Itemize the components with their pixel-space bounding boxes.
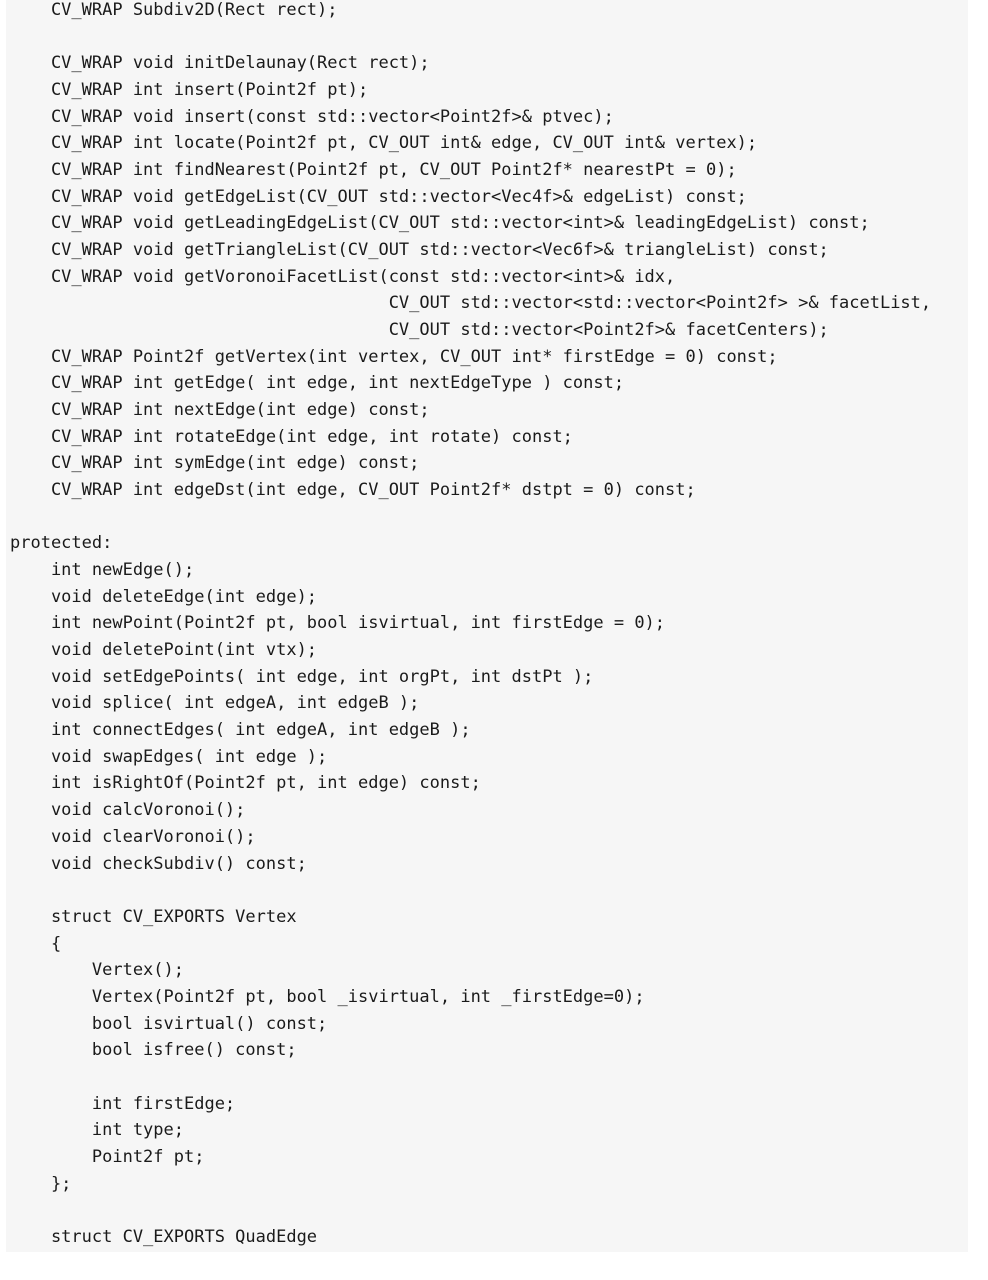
code-line: void setEdgePoints( int edge, int orgPt, int dstPt ); [10,666,594,687]
code-line [10,877,931,904]
code-line: }; [10,1173,72,1194]
code-line: CV_WRAP int getEdge( int edge, int nextEdgeType ) const; [10,373,625,394]
code-line: int newPoint(Point2f pt, bool isvirtual, int firstEdge = 0); [10,613,666,634]
code-line: struct CV_EXPORTS QuadEdge [10,1226,318,1247]
code-line: CV_WRAP Subdiv2D(Rect rect); [10,0,338,20]
code-line: CV_WRAP void getTriangleList(CV_OUT std::vector<Vec6f>& triangleList) const; [10,240,829,261]
code-line: CV_WRAP int edgeDst(int edge, CV_OUT Point2f* dstpt = 0) const; [10,480,696,501]
code-line: Vertex(Point2f pt, bool _isvirtual, int _firstEdge=0); [10,986,645,1007]
code-line: void deletePoint(int vtx); [10,640,318,661]
code-line: int newEdge(); [10,560,195,581]
code-line [10,24,931,51]
code-line: CV_WRAP void getVoronoiFacetList(const std::vector<int>& idx, [10,266,676,287]
code-line: void clearVoronoi(); [10,826,256,847]
code-line: CV_WRAP Point2f getVertex(int vertex, CV_OUT int* firstEdge = 0) const; [10,346,778,367]
code-line [10,1064,931,1091]
code-line: CV_WRAP int rotateEdge(int edge, int rotate) const; [10,426,573,447]
code-line: Point2f pt; [10,1146,205,1167]
code-line: int isRightOf(Point2f pt, int edge) const; [10,773,481,794]
code-line: int connectEdges( int edgeA, int edgeB ); [10,720,471,741]
code-line: CV_WRAP void initDelaunay(Rect rect); [10,53,430,74]
code-line: bool isvirtual() const; [10,1013,328,1034]
code-block [6,0,968,1252]
code-line: int firstEdge; [10,1093,236,1114]
code-line: struct CV_EXPORTS Vertex [10,906,297,927]
code-lines [10,0,931,1251]
code-line [10,504,931,531]
code-line: CV_WRAP void getEdgeList(CV_OUT std::vector<Vec4f>& edgeList) const; [10,186,747,207]
code-line: void calcVoronoi(); [10,800,246,821]
code-line: void deleteEdge(int edge); [10,586,318,607]
code-line: CV_WRAP int nextEdge(int edge) const; [10,400,430,421]
code-line: void splice( int edgeA, int edgeB ); [10,693,420,714]
code-line: CV_WRAP int locate(Point2f pt, CV_OUT int& edge, CV_OUT int& vertex); [10,133,758,154]
code-line: protected: [10,533,113,554]
code-line: int type; [10,1120,184,1141]
code-line: { [10,933,62,954]
code-line: CV_WRAP int symEdge(int edge) const; [10,453,420,474]
code-line: CV_WRAP int findNearest(Point2f pt, CV_OUT Point2f* nearestPt = 0); [10,160,737,181]
code-line: void swapEdges( int edge ); [10,746,328,767]
code-line: CV_WRAP int insert(Point2f pt); [10,80,369,101]
code-line: CV_OUT std::vector<Point2f>& facetCenters); [10,320,829,341]
code-line [10,1197,931,1224]
code-line: void checkSubdiv() const; [10,853,307,874]
code-line: CV_OUT std::vector<std::vector<Point2f> >& facetList, [10,293,932,314]
code-line: Vertex(); [10,960,184,981]
code-line: CV_WRAP void insert(const std::vector<Point2f>& ptvec); [10,106,614,127]
code-line: CV_WRAP void getLeadingEdgeList(CV_OUT std::vector<int>& leadingEdgeList) const; [10,213,870,234]
code-line: bool isfree() const; [10,1040,297,1061]
